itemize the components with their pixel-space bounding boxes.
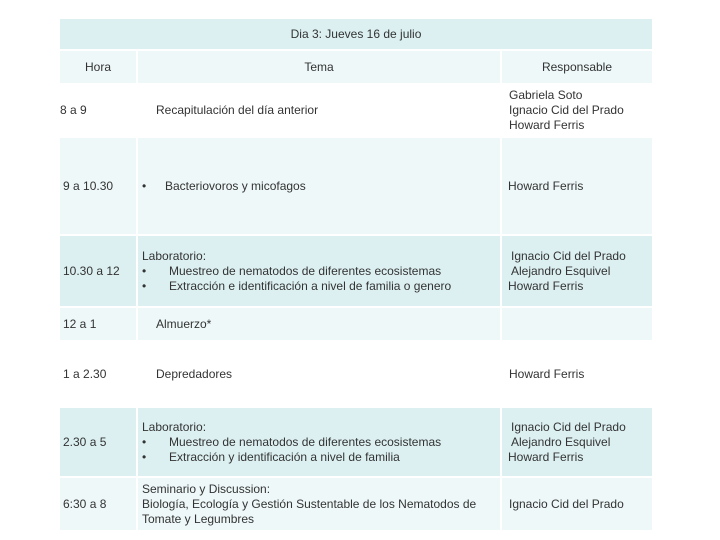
bullet: • [142,263,147,278]
responsable-name: Howard Ferris [508,178,584,193]
row-responsable [502,478,652,530]
tema-bullet-text: Bacteriovoros y micofagos [165,178,306,193]
responsable-name: Ignacio Cid del Prado [511,248,626,263]
bullet: • [142,278,147,293]
tema-bullet-text: Muestreo de nematodos de diferentes ecosistemas [169,434,442,449]
tema-line: Tomate y Legumbres [142,511,255,526]
header-hora: Hora [60,51,136,83]
row-hora: 2.30 a 5 [60,408,136,476]
row-hora: 12 a 1 [60,308,136,340]
responsable-name: Howard Ferris [509,118,585,132]
row-tema [138,138,500,234]
row-tema: Depredadores [138,342,500,406]
row-responsable [502,408,652,476]
responsable-name: Alejandro Esquivel [511,434,611,449]
header-tema: Tema [138,51,500,83]
row-responsable [502,138,652,234]
row-hora: 6:30 a 8 [60,478,136,530]
row-responsable [502,236,652,306]
tema-bullet-text: Muestreo de nematodos de diferentes ecosistemas [169,263,442,278]
tema-intro: Laboratorio: [142,419,207,434]
responsable-name: Ignacio Cid del Prado [511,419,626,434]
tema-line: Seminario y Discussion: [142,481,271,496]
row-hora: 8 a 9 [60,85,136,136]
tema-bullet-text: Extracción y identificación a nivel de familia [169,449,400,464]
row-tema: Almuerzo* [138,308,500,340]
tema-line: Biología, Ecología y Gestión Sustentable de los Nematodos de [142,496,477,511]
responsable-name: Gabriela Soto [509,88,583,102]
responsable-name: Ignacio Cid del Prado [509,103,624,117]
tema-intro: Laboratorio: [142,248,207,263]
row-hora: 10.30 a 12 [60,236,136,306]
row-tema [138,236,500,306]
row-responsable [502,308,652,340]
row-responsable [502,85,652,136]
row-tema [138,478,500,530]
row-hora: 9 a 10.30 [60,138,136,234]
responsable-name: Alejandro Esquivel [511,263,611,278]
responsable-name: Howard Ferris [508,278,584,293]
tema-bullet-text: Extracción e identificación a nivel de familia o genero [169,278,452,293]
bullet: • [142,449,147,464]
row-tema: Recapitulación del día anterior [138,85,500,136]
header-responsable: Responsable [502,51,652,83]
responsable-name: Howard Ferris [508,449,584,464]
row-hora: 1 a 2.30 [60,342,136,406]
row-responsable [502,342,652,406]
row-tema [138,408,500,476]
schedule-title: Dia 3: Jueves 16 de julio [60,19,652,49]
responsable-name: Howard Ferris [509,366,585,381]
bullet: • [142,434,147,449]
bullet: • [142,178,147,193]
responsable-name: Ignacio Cid del Prado [509,496,624,511]
